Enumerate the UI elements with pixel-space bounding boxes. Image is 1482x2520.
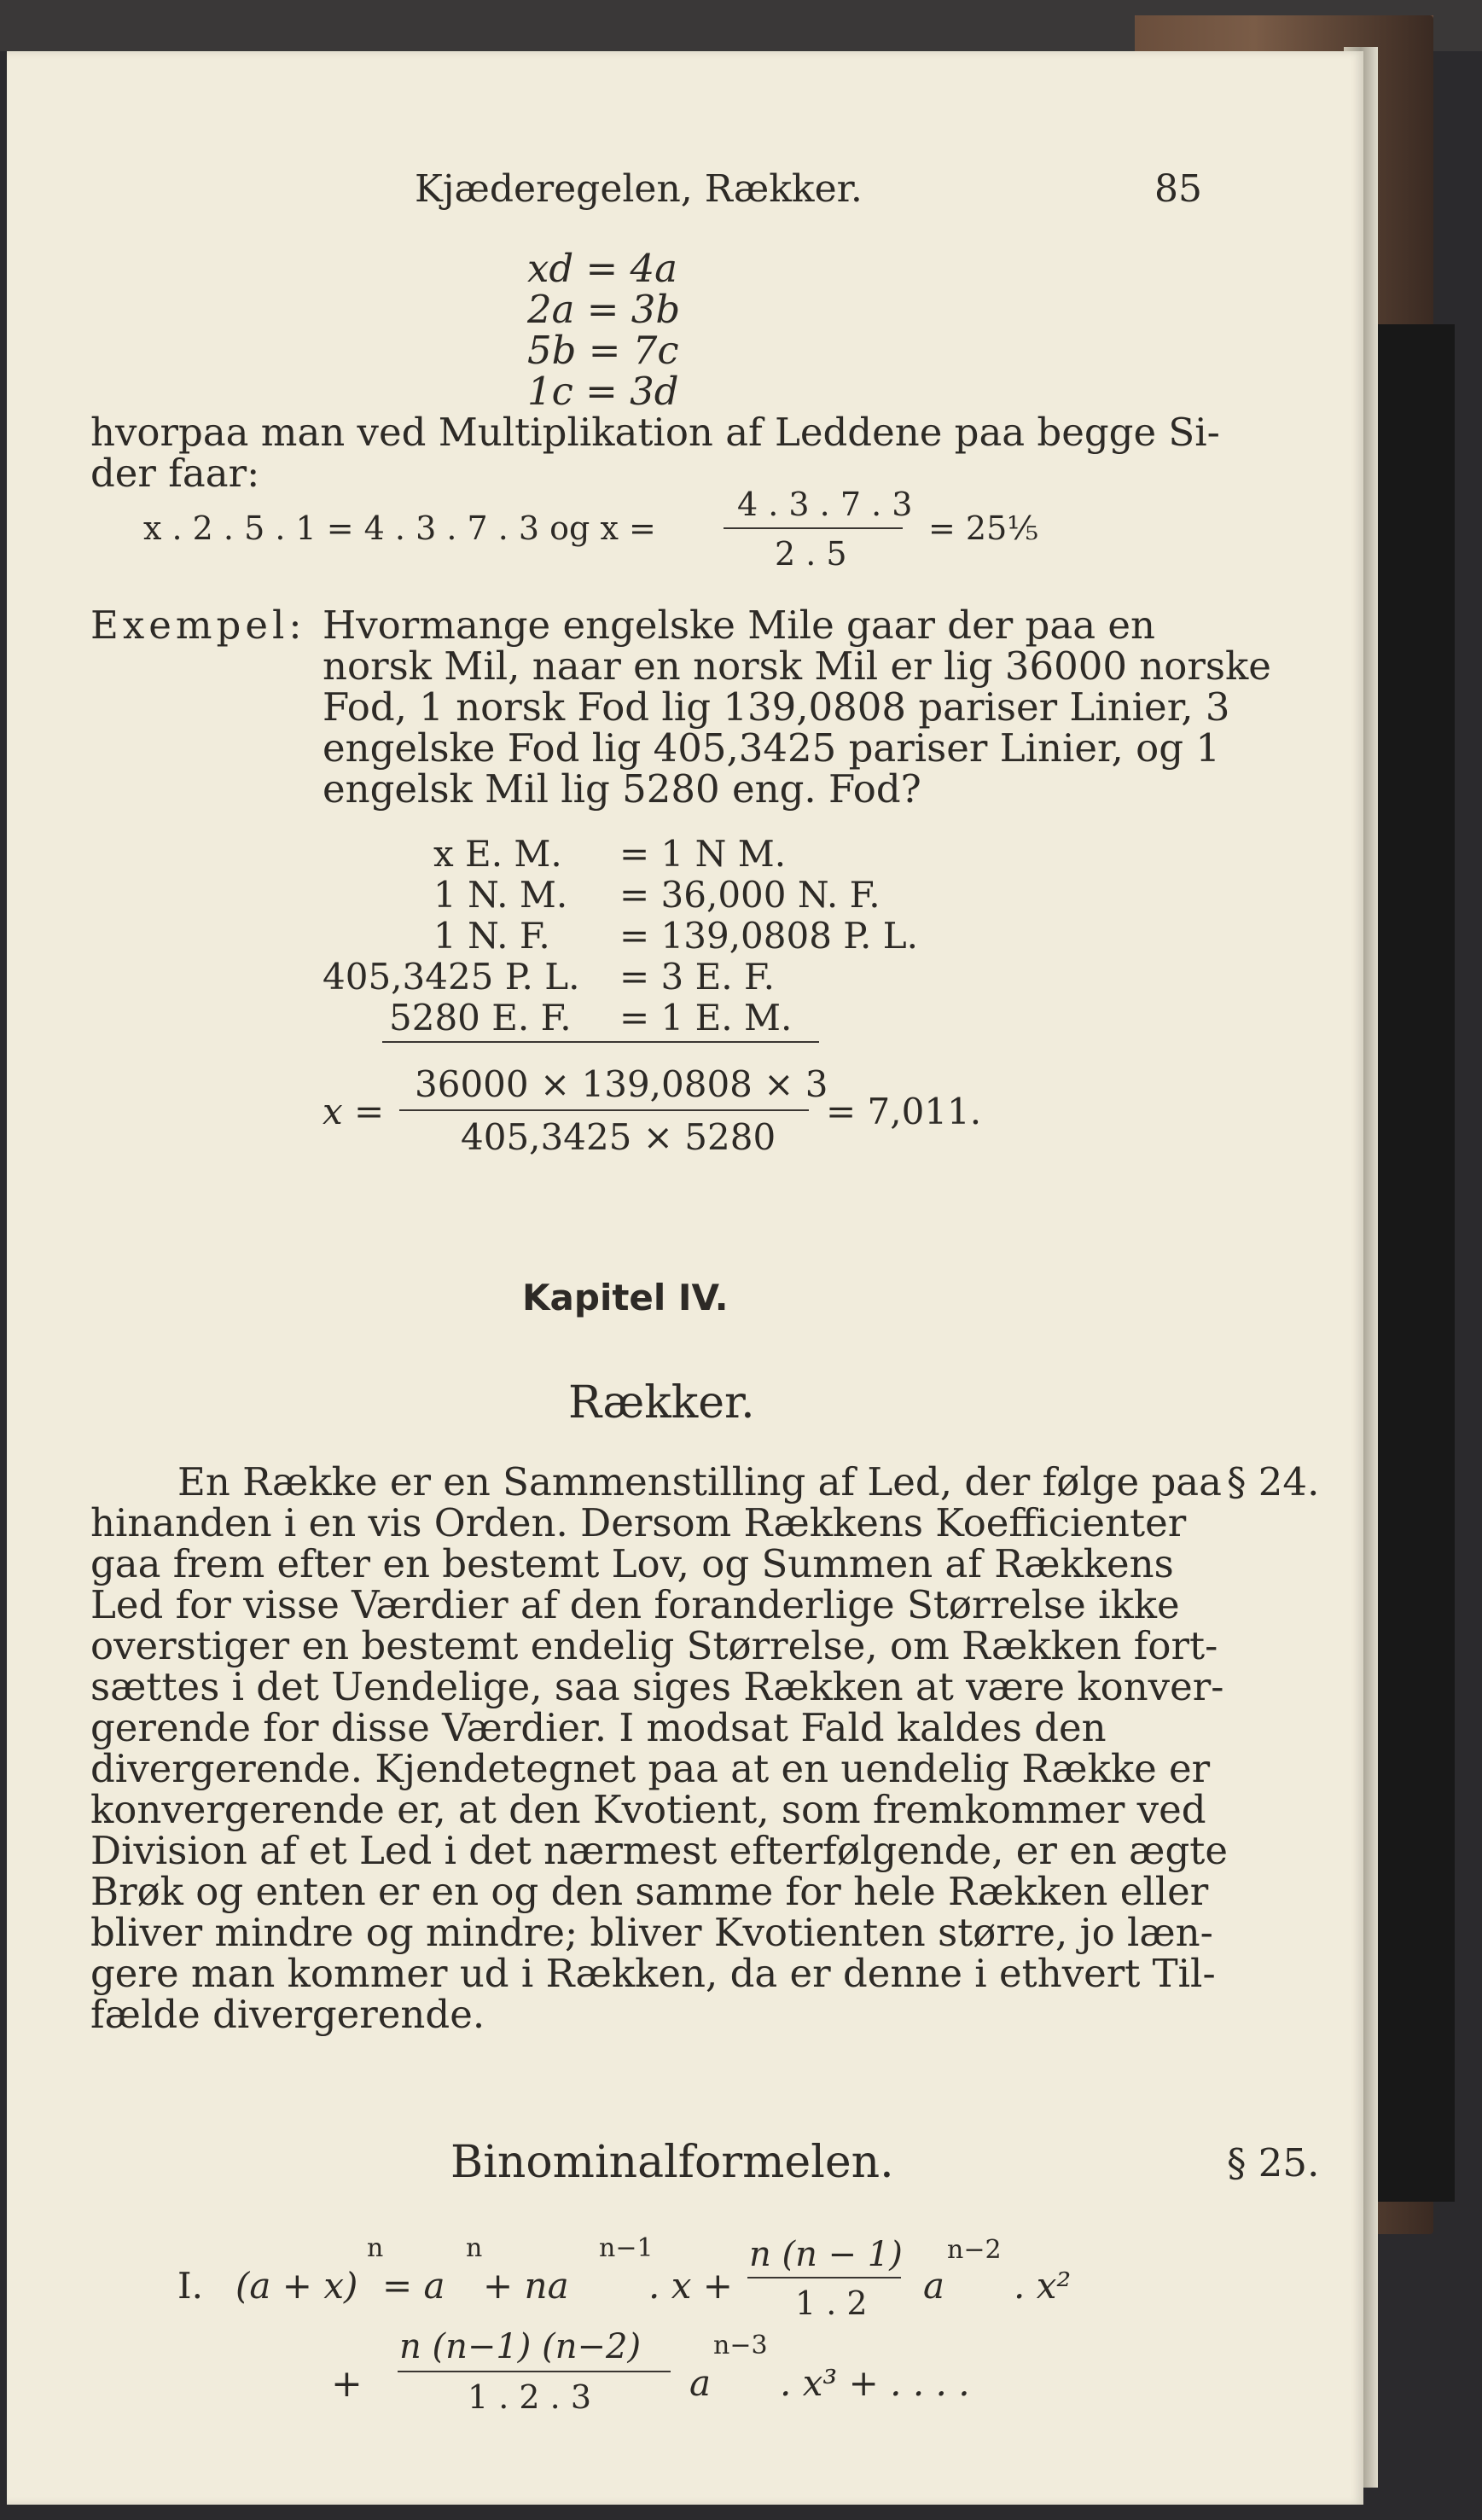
- fraction-numerator: 4 . 3 . 7 . 3: [737, 486, 913, 523]
- book-page: [7, 51, 1363, 2505]
- formula-term: . x³ + . . . .: [780, 2362, 970, 2404]
- formula-term: a: [923, 2265, 945, 2307]
- paragraph-line: Brøk og enten er en og den samme for hele Rækken eller: [90, 1869, 1209, 1914]
- text-line: hvorpaa man ved Multiplikation af Leddene paa begge Si-: [90, 410, 1220, 455]
- fraction-bar: [399, 1109, 809, 1111]
- superscript: n: [367, 2233, 384, 2263]
- superscript: n−3: [713, 2331, 768, 2360]
- chain-right: = 139,0808 P. L.: [619, 915, 918, 957]
- fraction-denominator: 1 . 2: [795, 2284, 868, 2322]
- example-label: Exempel:: [90, 602, 306, 648]
- paragraph-line: divergerende. Kjendetegnet paa at en uendelig Række er: [90, 1746, 1211, 1791]
- equation-result: = 25⅕: [928, 509, 1039, 547]
- chain-line-4: 1c = 3d: [527, 369, 679, 414]
- paragraph-line: bliver mindre og mindre; bliver Kvotienten større, jo læn-: [90, 1910, 1213, 1955]
- formula-number: I.: [177, 2265, 203, 2307]
- section-title: Binominalformelen.: [450, 2137, 894, 2188]
- section-marker: § 24.: [1227, 1459, 1320, 1504]
- paragraph-line: gerende for disse Værdier. I modsat Fald kaldes den: [90, 1705, 1107, 1750]
- chain-right: = 3 E. F.: [619, 956, 775, 998]
- paragraph-line: Led for visse Værdier af den foranderlige Størrelse ikke: [90, 1582, 1180, 1627]
- formula-lhs: (a + x): [235, 2265, 358, 2307]
- chain-right: = 1 E. M.: [619, 997, 793, 1039]
- example-text-line: Fod, 1 norsk Fod lig 139,0808 pariser Linier, 3: [323, 684, 1230, 730]
- example-text-line: Hvormange engelske Mile gaar der paa en: [323, 602, 1155, 648]
- fraction-bar: [747, 2277, 901, 2278]
- formula-term: . x +: [648, 2265, 733, 2307]
- chain-right: = 36,000 N. F.: [619, 874, 880, 916]
- superscript: n−1: [599, 2233, 654, 2263]
- example-text-line: engelsk Mil lig 5280 eng. Fod?: [323, 766, 921, 812]
- formula-eq: = a: [382, 2265, 445, 2307]
- chapter-title: Rækker.: [568, 1377, 755, 1429]
- chain-line-1: xd = 4a: [527, 246, 677, 291]
- chain-line-3: 5b = 7c: [527, 328, 679, 373]
- chain-right: = 1 N M.: [619, 833, 787, 875]
- chain-left: 1 N. F.: [433, 915, 550, 957]
- x-label: x =: [323, 1091, 385, 1132]
- fraction-numerator: 36000 × 139,0808 × 3: [415, 1063, 828, 1105]
- paragraph-line: En Række er en Sammenstilling af Led, der følge paa: [177, 1459, 1222, 1504]
- running-header: Kjæderegelen, Rækker.: [415, 167, 863, 211]
- paragraph-line: fælde divergerende.: [90, 1992, 485, 2037]
- text-line: der faar:: [90, 451, 260, 496]
- paragraph-line: hinanden i en vis Orden. Dersom Rækkens Koefficienter: [90, 1500, 1187, 1545]
- formula-plus: +: [331, 2362, 363, 2406]
- chain-line-2: 2a = 3b: [527, 287, 681, 332]
- fraction-denominator: 2 . 5: [775, 535, 847, 573]
- fraction-bar: [398, 2371, 671, 2372]
- superscript: n−2: [947, 2235, 1002, 2265]
- paragraph-line: sættes i det Uendelige, saa siges Rækken at være konver-: [90, 1664, 1224, 1709]
- section-marker: § 25.: [1227, 2140, 1320, 2185]
- fraction-bar: [724, 527, 903, 529]
- paragraph-line: overstiger en bestemt endelig Størrelse, om Rækken fort-: [90, 1623, 1218, 1668]
- equation-left: x . 2 . 5 . 1 = 4 . 3 . 7 . 3 og x =: [143, 509, 656, 547]
- example-result: = 7,011.: [826, 1091, 982, 1132]
- fraction-denominator: 405,3425 × 5280: [461, 1116, 776, 1158]
- fraction-denominator: 1 . 2 . 3: [468, 2378, 592, 2416]
- chain-left: 5280 E. F.: [389, 997, 572, 1039]
- paragraph-line: konvergerende er, at den Kvotient, som fremkommer ved: [90, 1787, 1206, 1832]
- example-text-line: engelske Fod lig 405,3425 pariser Linier, og 1: [323, 725, 1220, 771]
- chain-left: 405,3425 P. L.: [323, 956, 580, 998]
- paragraph-line: Division af et Led i det nærmest efterfølgende, er en ægte: [90, 1828, 1228, 1873]
- chain-underline: [382, 1041, 819, 1043]
- paragraph-line: gere man kommer ud i Rækken, da er denne i ethvert Til-: [90, 1951, 1216, 1996]
- formula-term: + na: [483, 2265, 569, 2307]
- fraction-numerator: n (n − 1): [749, 2235, 903, 2274]
- chain-left: x E. M.: [433, 833, 562, 875]
- fraction-numerator: n (n−1) (n−2): [399, 2327, 642, 2366]
- page-number: 85: [1154, 167, 1202, 211]
- formula-term: a: [689, 2362, 712, 2404]
- formula-term: . x²: [1014, 2265, 1072, 2307]
- superscript: n: [466, 2233, 483, 2263]
- paragraph-line: gaa frem efter en bestemt Lov, og Summen af Rækkens: [90, 1541, 1174, 1586]
- chain-left: 1 N. M.: [433, 874, 568, 916]
- chapter-label: Kapitel IV.: [522, 1277, 729, 1318]
- example-text-line: norsk Mil, naar en norsk Mil er lig 36000 norske: [323, 643, 1271, 689]
